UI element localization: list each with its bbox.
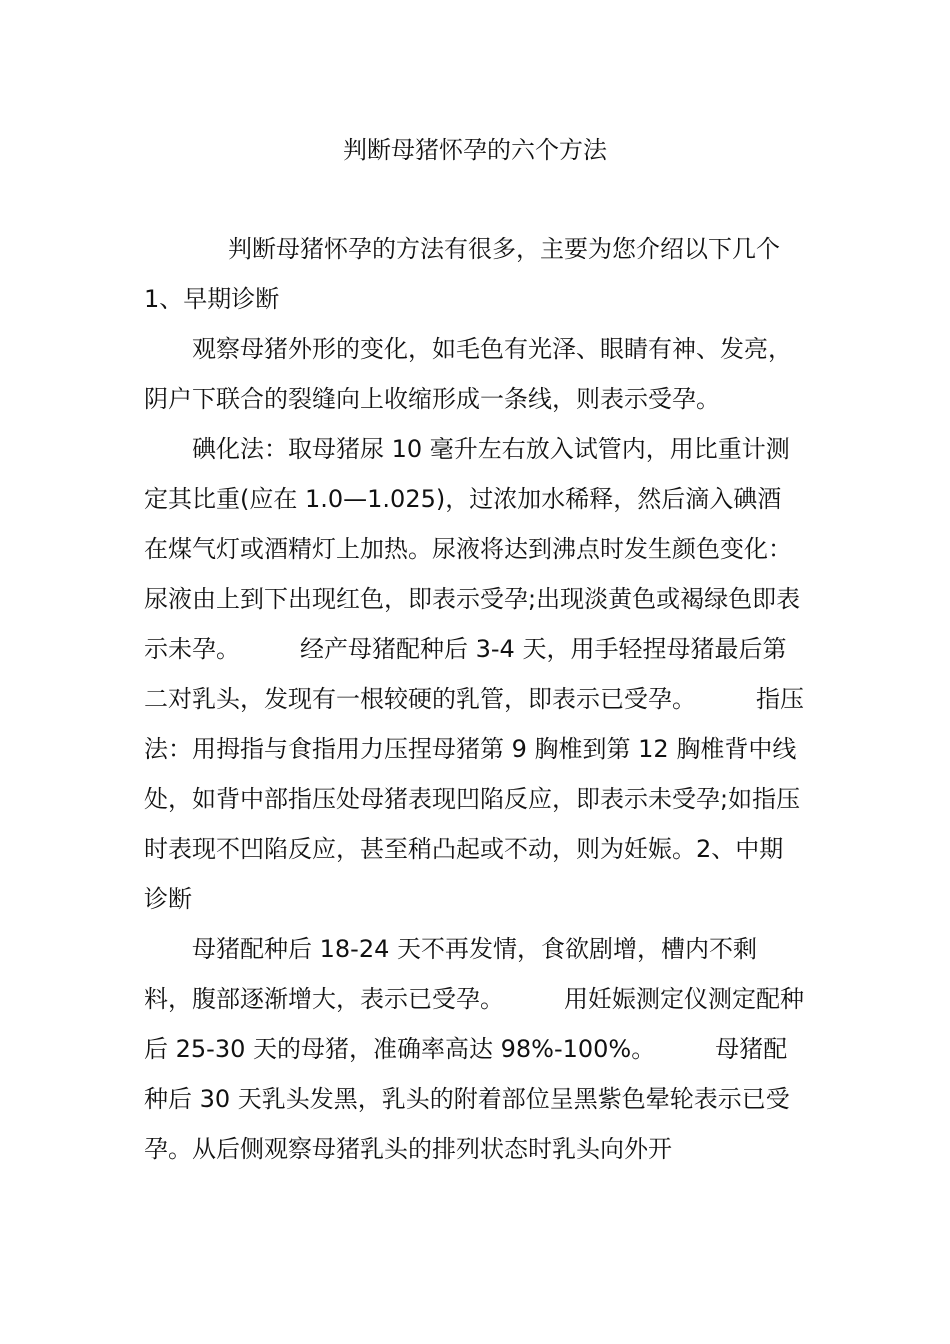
text-teat-check: 经产母猪配种后 3-4 天，用手轻捏母猪最后第二对乳头，发现有一根较硬的乳管，即表示已受孕。 (144, 635, 787, 713)
text-detector: 用妊娠测定仪测定配种后 25-30 天的母猪，准确率高达 98%-100%。 (144, 985, 804, 1063)
text-teat-color: 母猪配种后 30 天乳头发黑，乳头的附着部位呈黑紫色晕轮表示已受孕。从后侧观察母猪乳头的排列状态时乳头向外开 (144, 1035, 790, 1163)
text-iodine-method: 碘化法：取母猪尿 10 毫升左右放入试管内，用比重计测定其比重(应在 1.0—1.025)，过浓加水稀释，然后滴入碘酒在煤气灯或酒精灯上加热。尿液将达到沸点时发生颜色变化：尿液由上到下出现红色，即表示受孕;出现淡黄色或褐绿色即表示未孕。 (144, 435, 801, 663)
section-heading-mid: 2、中期诊断 (144, 835, 784, 913)
document-body (144, 224, 804, 1174)
text-estrus-check: 母猪配种后 18-24 天不再发情，食欲剧增，槽内不剩料，腹部逐渐增大，表示已受孕。 (144, 935, 757, 1013)
paragraph-mid (144, 924, 804, 1174)
paragraph-iodine (144, 424, 804, 924)
section-heading-early: 1、早期诊断 (144, 285, 280, 313)
intro-paragraph: 判断母猪怀孕的方法有很多，主要为您介绍以下几个 (228, 235, 780, 263)
text-pressure-method: 指压法：用拇指与食指用力压捏母猪第 9 胸椎到第 12 胸椎背中线处，如背中部指压处母猪表现凹陷反应，即表示未受孕;如指压时表现不凹陷反应，甚至稍凸起或不动，则为妊娠。 (144, 685, 804, 863)
paragraph-observe: 观察母猪外形的变化，如毛色有光泽、眼睛有神、发亮，阴户下联合的裂缝向上收缩形成一条线，则表示受孕。 (144, 335, 792, 413)
document-title: 判断母猪怀孕的六个方法 (343, 136, 607, 164)
